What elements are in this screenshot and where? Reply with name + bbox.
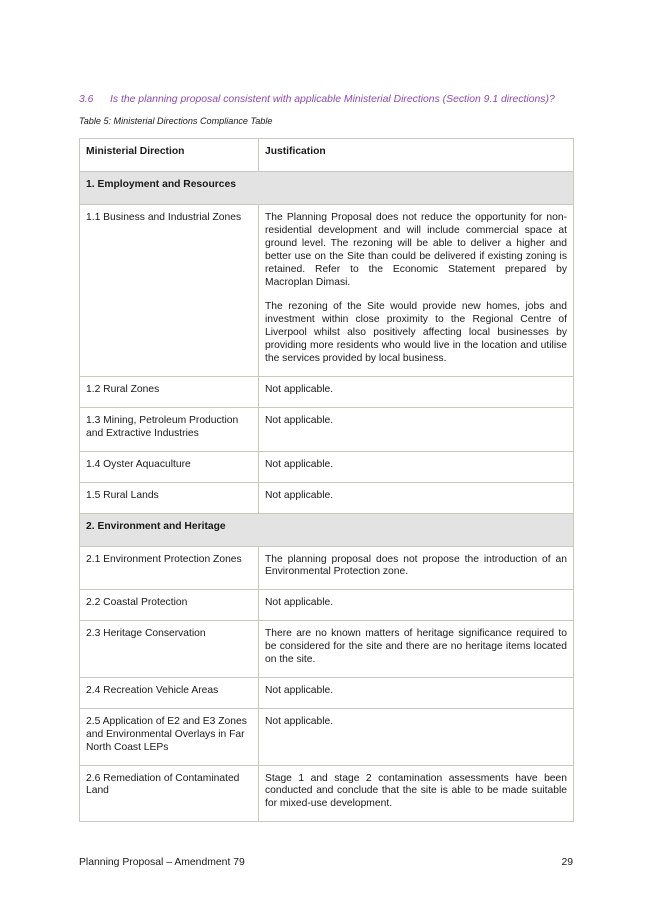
table-row [80, 590, 574, 621]
table-row [80, 407, 574, 451]
direction-cell: 1.3 Mining, Petroleum Production and Extractive Industries [80, 407, 259, 451]
direction-cell: 2.4 Recreation Vehicle Areas [80, 677, 259, 708]
header-justification: Justification [259, 139, 574, 172]
justification-paragraph: There are no known matters of heritage significance required to be considered for the site and there are no heritage items located on the site. [265, 628, 567, 666]
justification-cell [259, 205, 574, 377]
page-footer [79, 857, 573, 868]
table-row [80, 376, 574, 407]
page-number: 29 [561, 857, 573, 868]
justification-cell [259, 482, 574, 513]
table-row [80, 482, 574, 513]
justification-paragraph: Not applicable. [265, 715, 334, 727]
direction-cell: 1.2 Rural Zones [80, 376, 259, 407]
justification-paragraph: The planning proposal does not propose the introduction of an Environmental Protection zone. [265, 553, 567, 578]
table-row [80, 765, 574, 822]
justification-paragraph: Not applicable. [265, 597, 334, 609]
section-row [80, 513, 574, 546]
direction-cell: 1.4 Oyster Aquaculture [80, 451, 259, 482]
direction-cell: 1.1 Business and Industrial Zones [80, 205, 259, 377]
section-row [80, 172, 574, 205]
justification-cell [259, 546, 574, 590]
justification-cell [259, 708, 574, 765]
section-number: 3.6 [79, 94, 94, 105]
justification-paragraph: Not applicable. [265, 489, 334, 501]
direction-cell: 2.3 Heritage Conservation [80, 621, 259, 678]
justification-paragraph: The Planning Proposal does not reduce the opportunity for non-residential development and will include commercial space at ground level. The rezoning will be able to deliver a higher and better use on the Site than could be delivered if existing zoning is retained. Refer to the Economic Statement prepared by Macroplan Dimasi. [265, 212, 567, 288]
footer-document-title: Planning Proposal – Amendment 79 [79, 857, 245, 868]
justification-cell [259, 407, 574, 451]
justification-paragraph: The rezoning of the Site would provide new homes, jobs and investment within close proximity to the Regional Centre of Liverpool whilst also positively affecting local businesses by providing more residents who would live in the location and utilise the services provided by local business. [265, 301, 567, 365]
section-title: Is the planning proposal consistent with applicable Ministerial Directions (Section 9.1 directions)? [110, 94, 555, 105]
justification-paragraph: Stage 1 and stage 2 contamination assessments have been conducted and conclude that the site is able to be made suitable for mixed-use development. [265, 772, 567, 810]
justification-paragraph: Not applicable. [265, 383, 334, 395]
table-row [80, 677, 574, 708]
justification-cell [259, 451, 574, 482]
direction-cell: 2.1 Environment Protection Zones [80, 546, 259, 590]
section-title: 1. Employment and Resources [80, 172, 574, 205]
ministerial-directions-table [79, 138, 574, 822]
table-row [80, 546, 574, 590]
section-heading [79, 94, 599, 105]
justification-paragraph: Not applicable. [265, 684, 334, 696]
justification-cell [259, 621, 574, 678]
table-body [80, 172, 574, 822]
table-header-row [80, 139, 574, 172]
justification-cell [259, 765, 574, 822]
direction-cell: 2.2 Coastal Protection [80, 590, 259, 621]
table-row [80, 451, 574, 482]
table-row [80, 205, 574, 377]
table-caption: Table 5: Ministerial Directions Compliance Table [79, 116, 273, 126]
justification-cell [259, 376, 574, 407]
direction-cell: 2.6 Remediation of Contaminated Land [80, 765, 259, 822]
header-direction: Ministerial Direction [80, 139, 259, 172]
direction-cell: 1.5 Rural Lands [80, 482, 259, 513]
justification-cell [259, 677, 574, 708]
justification-cell [259, 590, 574, 621]
justification-paragraph: Not applicable. [265, 414, 334, 426]
justification-paragraph: Not applicable. [265, 458, 334, 470]
section-title: 2. Environment and Heritage [80, 513, 574, 546]
table-row [80, 621, 574, 678]
table-row [80, 708, 574, 765]
direction-cell: 2.5 Application of E2 and E3 Zones and Environmental Overlays in Far North Coast LEPs [80, 708, 259, 765]
